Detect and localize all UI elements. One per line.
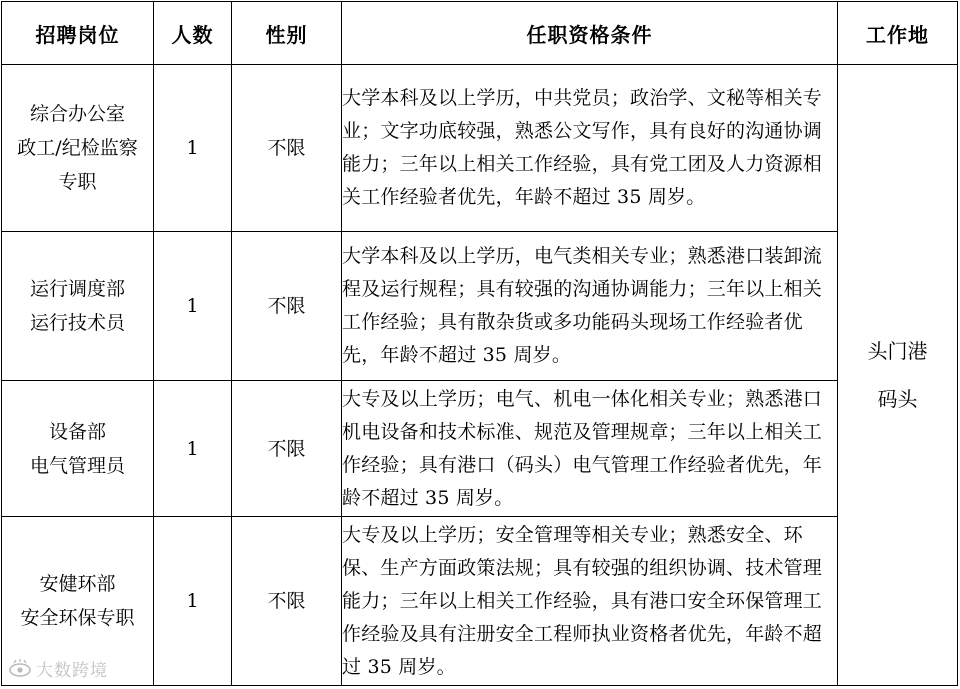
position-line: 专职 (58, 171, 97, 193)
count-cell: 1 (154, 232, 232, 381)
location-cell (838, 65, 958, 686)
requirements-cell: 大学本科及以上学历，电气类相关专业；熟悉港口装卸流程及运行规程；具有较强的沟通协调能力；三年以上相关工作经验；具有散杂货或多功能码头现场工作经验者优先，年龄不超过 35 周岁。 (342, 232, 838, 381)
position-cell (2, 232, 154, 381)
position-cell (2, 381, 154, 517)
position-line: 政工/纪检监察 (17, 137, 138, 159)
position-line: 安全环保专职 (20, 607, 135, 629)
table-header-row (2, 2, 958, 65)
header-location: 工作地 (838, 2, 958, 65)
gender-cell: 不限 (232, 65, 342, 232)
position-cell (2, 65, 154, 232)
position-line: 电气管理员 (29, 454, 125, 477)
table-row (2, 517, 958, 686)
count-cell: 1 (154, 517, 232, 686)
requirements-cell: 大专及以上学历；电气、机电一体化相关专业；熟悉港口机电设备和技术标准、规范及管理规章；三年以上相关工作经验；具有港口（码头）电气管理工作经验者优先，年龄不超过 35 周岁。 (342, 381, 838, 517)
recruitment-table (1, 1, 958, 686)
table-row (2, 232, 958, 381)
header-position: 招聘岗位 (2, 2, 154, 65)
position-line: 运行调度部 (29, 278, 125, 300)
watermark-text: 大数跨境 (36, 661, 108, 681)
gender-cell: 不限 (232, 381, 342, 517)
position-line: 安健环部 (39, 573, 116, 595)
table-row (2, 381, 958, 517)
header-requirements: 任职资格条件 (342, 2, 838, 65)
gender-cell: 不限 (232, 232, 342, 381)
count-cell: 1 (154, 381, 232, 517)
table-row (2, 65, 958, 232)
position-line: 运行技术员 (29, 312, 125, 334)
count-cell: 1 (154, 65, 232, 232)
header-count: 人数 (154, 2, 232, 65)
gender-cell: 不限 (232, 517, 342, 686)
position-line: 设备部 (48, 420, 106, 443)
location-line: 头门港 (867, 339, 928, 363)
location-line: 码头 (877, 387, 918, 411)
position-cell (2, 517, 154, 686)
position-line: 综合办公室 (29, 103, 125, 125)
requirements-cell: 大专及以上学历；安全管理等相关专业；熟悉安全、环保、生产方面政策法规；具有较强的组织协调、技术管理能力；三年以上相关工作经验，具有港口安全环保管理工作经验及具有注册安全工程师执业资格者优先，年龄不超过 35 周岁。 (342, 517, 838, 686)
header-gender: 性别 (232, 2, 342, 65)
requirements-cell: 大学本科及以上学历，中共党员；政治学、文秘等相关专业；文字功底较强，熟悉公文写作，具有良好的沟通协调能力；三年以上相关工作经验，具有党工团及人力资源相关工作经验者优先，年龄不超过 35 周岁。 (342, 65, 838, 232)
